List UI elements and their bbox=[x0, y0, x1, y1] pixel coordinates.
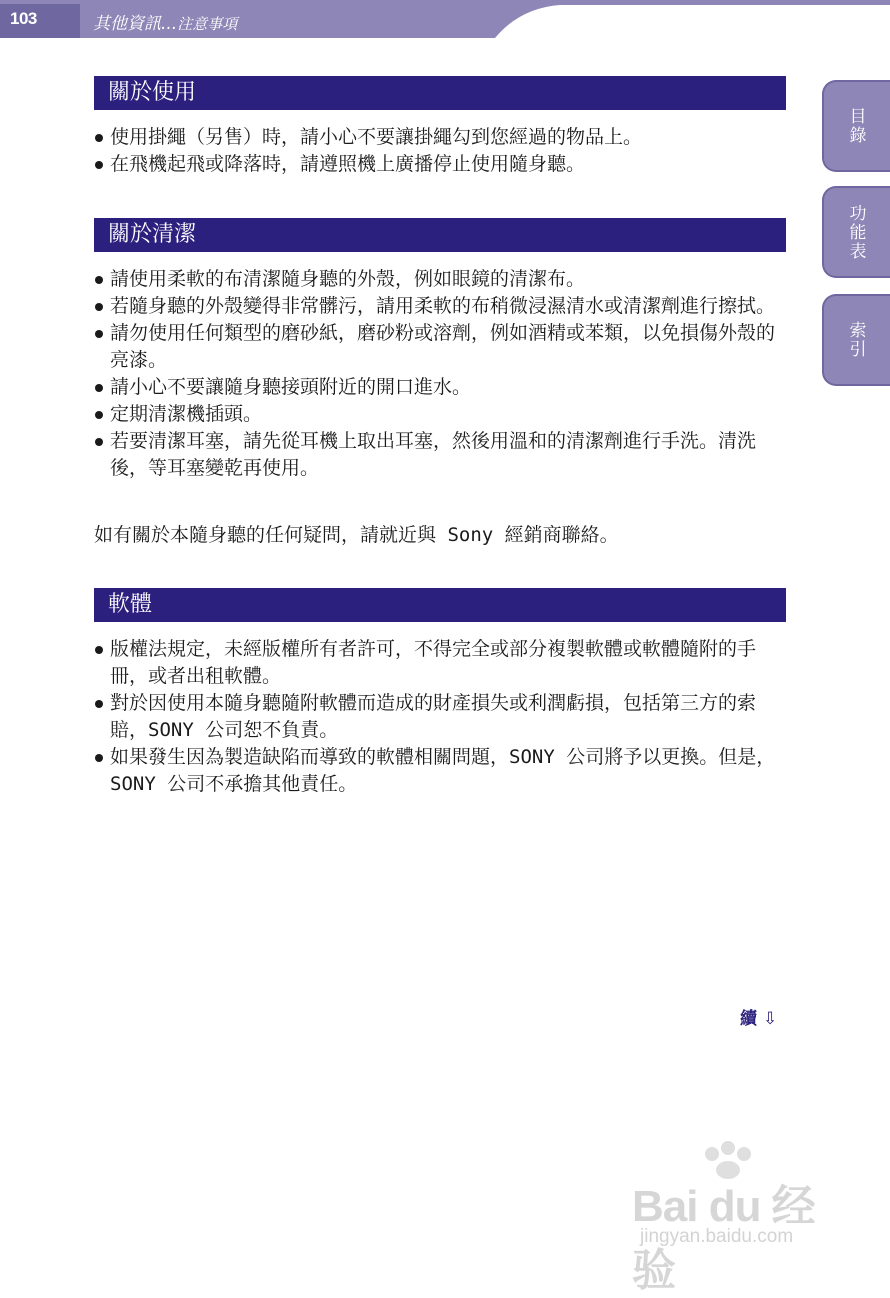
section-title-cleaning: 關於清潔 bbox=[94, 218, 786, 252]
list-item: 如果發生因為製造缺陷而導致的軟體相關問題，SONY 公司將予以更換。但是，SONY 公司不承擔其他責任。 bbox=[94, 744, 784, 798]
usage-list bbox=[94, 124, 784, 178]
tab-contents-label: 目錄 bbox=[845, 107, 866, 145]
software-list bbox=[94, 636, 784, 798]
watermark-url: jingyan.baidu.com bbox=[640, 1226, 794, 1247]
list-item: 請小心不要讓隨身聽接頭附近的開口進水。 bbox=[94, 374, 784, 401]
list-item: 請勿使用任何類型的磨砂紙，磨砂粉或溶劑，例如酒精或苯類，以免損傷外殼的亮漆。 bbox=[94, 320, 784, 374]
page-number: 103 bbox=[10, 9, 37, 28]
section-title-software: 軟體 bbox=[94, 588, 786, 622]
tab-contents[interactable] bbox=[822, 80, 890, 172]
breadcrumb-current: 注意事項 bbox=[177, 15, 238, 33]
list-item: 若要清潔耳塞，請先從耳機上取出耳塞，然後用溫和的清潔劑進行手洗。清洗後，等耳塞變乾再使用。 bbox=[94, 428, 784, 482]
continued-label: 續 bbox=[740, 1009, 757, 1029]
contact-note: 如有關於本隨身聽的任何疑問，請就近與 Sony 經銷商聯絡。 bbox=[94, 524, 619, 546]
list-item: 在飛機起飛或降落時，請遵照機上廣播停止使用隨身聽。 bbox=[94, 151, 784, 178]
tab-index-label: 索引 bbox=[845, 321, 866, 359]
page-header bbox=[0, 0, 890, 38]
tab-menu-label: 功能表 bbox=[845, 203, 866, 261]
arrow-down-icon: ⇩ bbox=[763, 1009, 778, 1029]
list-item: 對於因使用本隨身聽隨附軟體而造成的財產損失或利潤虧損，包括第三方的索賠，SONY 公司恕不負責。 bbox=[94, 690, 784, 744]
list-item: 若隨身聽的外殼變得非常髒污，請用柔軟的布稍微浸濕清水或清潔劑進行擦拭。 bbox=[94, 293, 784, 320]
watermark-logo: Bai du 经验 bbox=[632, 1182, 815, 1295]
list-item: 定期清潔機插頭。 bbox=[94, 401, 784, 428]
tab-index[interactable] bbox=[822, 294, 890, 386]
watermark bbox=[632, 1140, 852, 1295]
continued-link[interactable] bbox=[740, 1004, 777, 1029]
breadcrumb bbox=[93, 9, 237, 34]
cleaning-list bbox=[94, 266, 784, 482]
list-item: 使用掛繩（另售）時，請小心不要讓掛繩勾到您經過的物品上。 bbox=[94, 124, 784, 151]
section-title-usage: 關於使用 bbox=[94, 76, 786, 110]
tab-menu[interactable] bbox=[822, 186, 890, 278]
breadcrumb-main[interactable]: 其他資訊 bbox=[93, 14, 161, 34]
list-item: 版權法規定，未經版權所有者許可，不得完全或部分複製軟體或軟體隨附的手冊，或者出租軟體。 bbox=[94, 636, 784, 690]
list-item: 請使用柔軟的布清潔隨身聽的外殼，例如眼鏡的清潔布。 bbox=[94, 266, 784, 293]
breadcrumb-separator: ... bbox=[161, 14, 178, 34]
